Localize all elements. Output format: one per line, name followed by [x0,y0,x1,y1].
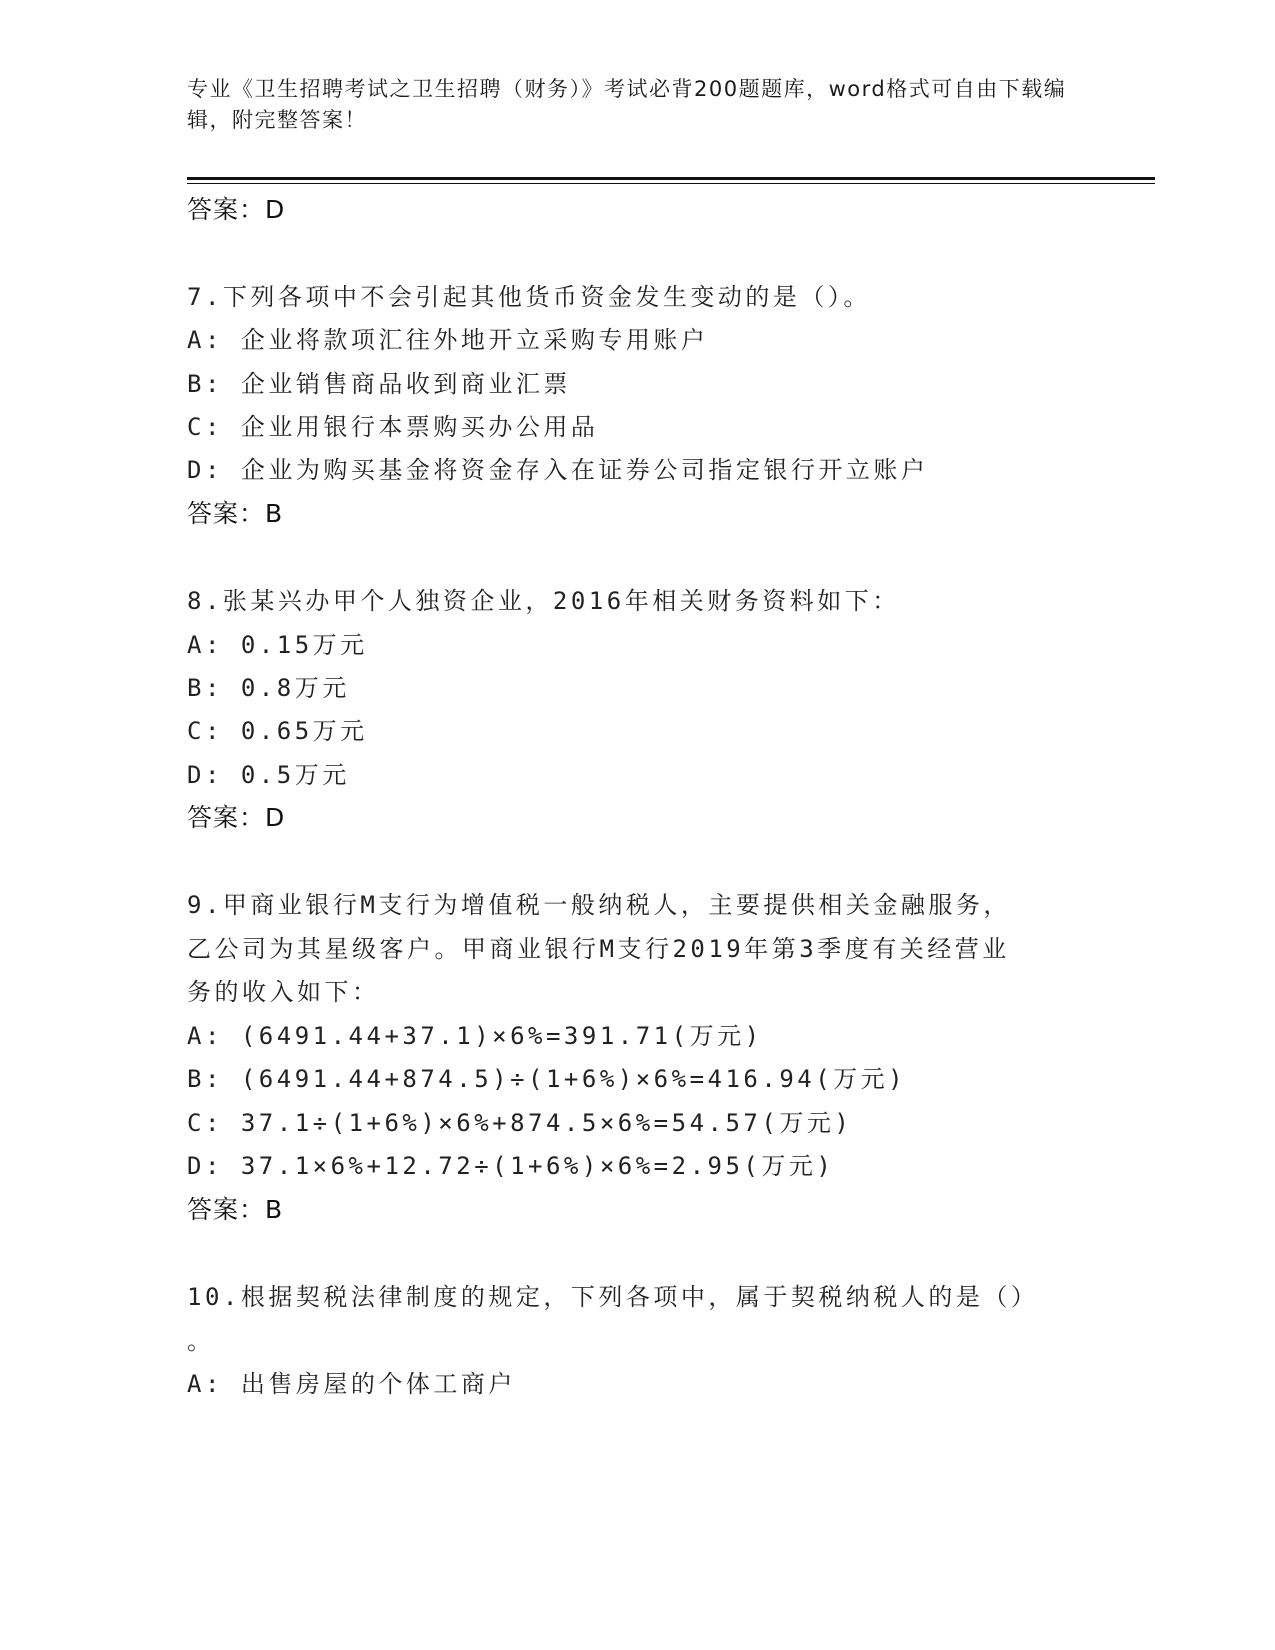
question-9-option-a: A: (6491.44+37.1)×6%=391.71(万元) [187,1022,763,1050]
question-7-option-d: D: 企业为购买基金将资金存入在证券公司指定银行开立账户 [187,456,929,484]
question-9-option-d: D: 37.1×6%+12.72÷(1+6%)×6%=2.95(万元) [187,1152,835,1180]
question-7-option-a: A: 企业将款项汇往外地开立采购专用账户 [187,326,709,354]
question-9-option-b: B: (6491.44+874.5)÷(1+6%)×6%=416.94(万元) [187,1065,907,1093]
answer-q9: 答案：B [187,1195,284,1224]
question-10-option-a: A: 出售房屋的个体工商户 [187,1370,516,1398]
question-9-stem-line-3: 务的收入如下： [187,978,380,1006]
header-rule-thin [187,183,1155,184]
answer-q6: 答案：D [187,195,286,224]
question-10-stem-line-2: 。 [187,1327,215,1355]
question-8-option-d: D: 0.5万元 [187,761,350,789]
question-9-option-c: C: 37.1÷(1+6%)×6%+874.5×6%=54.57(万元) [187,1109,853,1137]
question-7-option-b: B: 企业销售商品收到商业汇票 [187,370,571,398]
question-8-option-c: C: 0.65万元 [187,717,368,745]
document-header: 专业《卫生招聘考试之卫生招聘（财务）》考试必背200题题库，word格式可自由下载编辑，附完整答案！ [187,77,1067,132]
question-7-stem: 7.下列各项中不会引起其他货币资金发生变动的是（）。 [187,283,871,311]
question-9-stem-line-2: 乙公司为其星级客户。甲商业银行M支行2019年第3季度有关经营业 [187,935,1010,963]
question-10-stem-line-1: 10.根据契税法律制度的规定，下列各项中，属于契税纳税人的是（） [187,1283,1039,1311]
header-rule-thick [187,177,1155,180]
question-8-option-b: B: 0.8万元 [187,674,350,702]
question-9-stem-line-1: 9.甲商业银行M支行为增值税一般纳税人，主要提供相关金融服务， [187,891,1011,919]
answer-q7: 答案：B [187,499,284,528]
question-8-stem: 8.张某兴办甲个人独资企业，2016年相关财务资料如下： [187,587,900,615]
question-8-option-a: A: 0.15万元 [187,631,368,659]
answer-q8: 答案：D [187,803,286,832]
question-7-option-c: C: 企业用银行本票购买办公用品 [187,413,599,441]
